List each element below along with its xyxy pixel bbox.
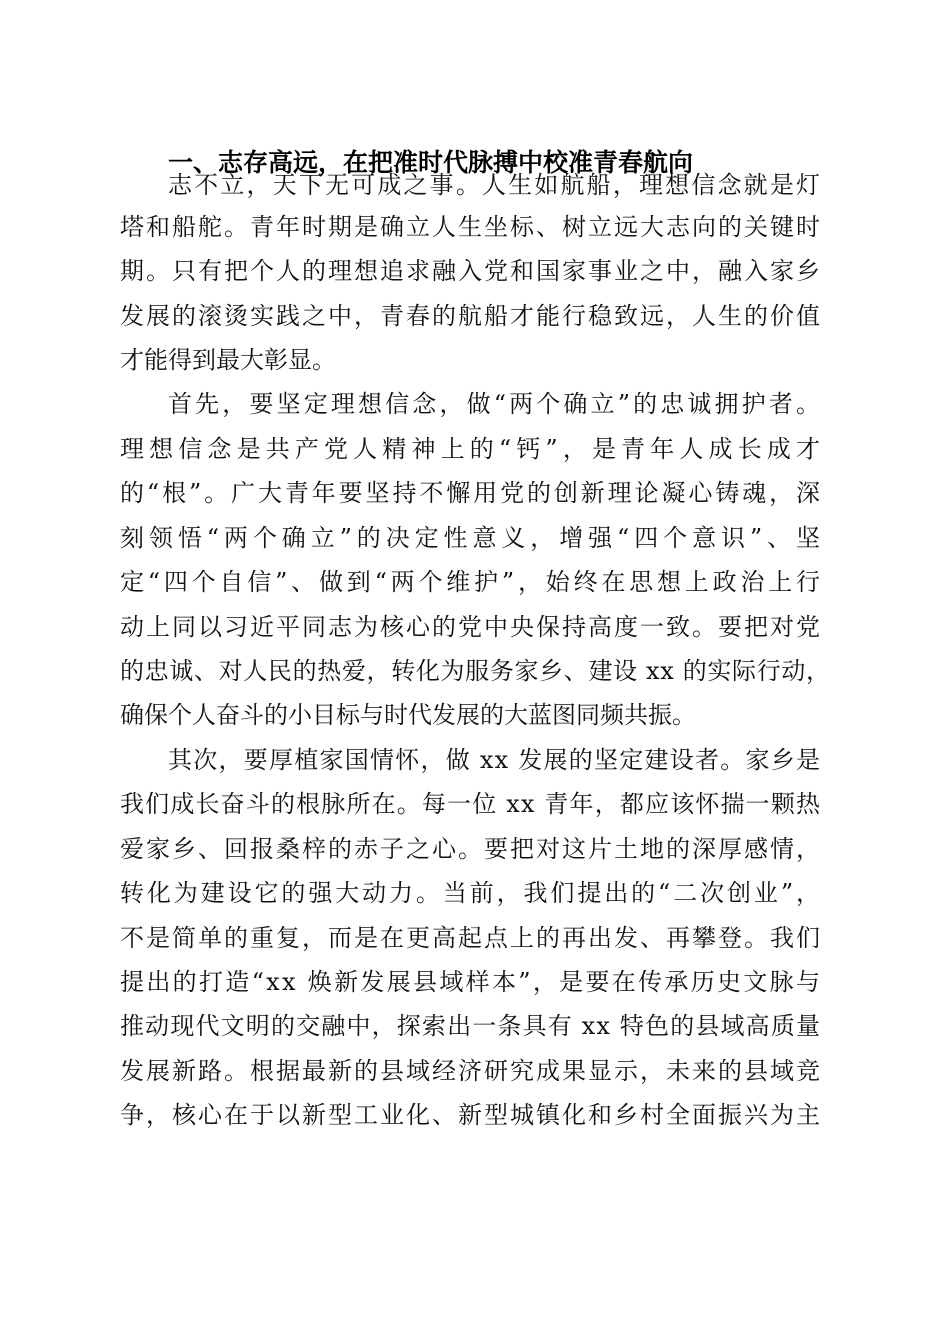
paragraph-3-line-7: 推动现代文明的交融中，探索出一条具有 xx 特色的县域高质量 xyxy=(120,1012,822,1040)
section-heading: 一、志存高远，在把准时代脉搏中校准青春航向 xyxy=(168,148,694,177)
paragraph-3-line-4: 转化为建设它的强大动力。当前，我们提出的“二次创业”， xyxy=(120,879,823,907)
paragraph-3-line-3: 爱家乡、回报桑梓的赤子之心。要把对这片土地的深厚感情， xyxy=(120,835,822,863)
paragraph-2-line-7: 的忠诚、对人民的热爱，转化为服务家乡、建设 xx 的实际行动， xyxy=(120,657,831,685)
paragraph-3-line-9: 争，核心在于以新型工业化、新型城镇化和乡村全面振兴为主 xyxy=(120,1101,822,1129)
paragraph-1-line-5: 才能得到最大彰显。 xyxy=(120,346,336,374)
paragraph-3-line-6: 提出的打造“xx 焕新发展县域样本”，是要在传承历史文脉与 xyxy=(120,968,823,996)
paragraph-1-line-3: 期。只有把个人的理想追求融入党和国家事业之中，融入家乡 xyxy=(120,257,822,285)
paragraph-2-line-1: 首先，要坚定理想信念，做“两个确立”的忠诚拥护者。 xyxy=(168,390,824,418)
paragraph-2-line-5: 定“四个自信”、做到“两个维护”，始终在思想上政治上行 xyxy=(120,568,824,596)
paragraph-2-line-2: 理想信念是共产党人精神上的“钙”，是青年人成长成才 xyxy=(120,435,826,463)
paragraph-2-line-6: 动上同以习近平同志为核心的党中央保持高度一致。要把对党 xyxy=(120,613,822,641)
paragraph-3-line-8: 发展新路。根据最新的县域经济研究成果显示，未来的县域竞 xyxy=(120,1057,822,1085)
paragraph-3-line-5: 不是简单的重复，而是在更高起点上的再出发、再攀登。我们 xyxy=(120,924,822,952)
paragraph-2-line-4: 刻领悟“两个确立”的决定性意义，增强“四个意识”、坚 xyxy=(120,524,825,552)
paragraph-2-line-3: 的“根”。广大青年要坚持不懈用党的创新理论凝心铸魂，深 xyxy=(120,479,823,507)
paragraph-1-line-2: 塔和船舵。青年时期是确立人生坐标、树立远大志向的关键时 xyxy=(120,213,822,241)
paragraph-3-line-1: 其次，要厚植家国情怀，做 xx 发展的坚定建设者。家乡是 xyxy=(168,746,822,774)
paragraph-1-line-1: 志不立，天下无可成之事。人生如航船，理想信念就是灯 xyxy=(168,171,823,199)
paragraph-1-line-4: 发展的滚烫实践之中，青春的航船才能行稳致远，人生的价值 xyxy=(120,302,822,330)
paragraph-2-line-8: 确保个人奋斗的小目标与时代发展的大蓝图同频共振。 xyxy=(120,701,696,729)
paragraph-3-line-2: 我们成长奋斗的根脉所在。每一位 xx 青年，都应该怀揣一颗热 xyxy=(120,790,822,818)
